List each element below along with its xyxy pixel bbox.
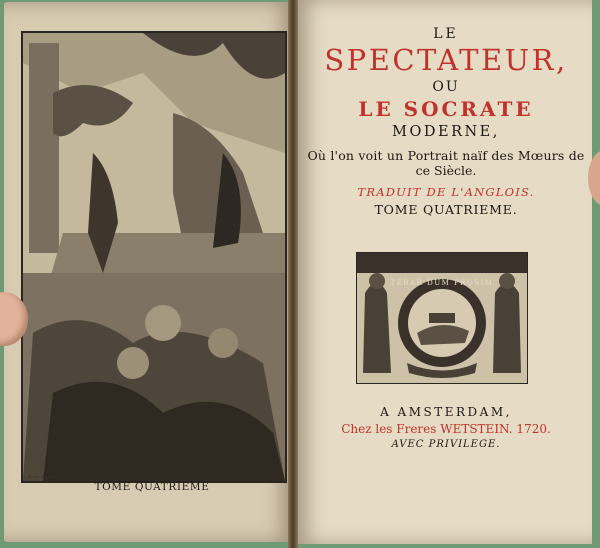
title-socrate: LE SOCRATE (358, 97, 534, 121)
imprint-publisher: Chez les Freres WETSTEIN. 1720. (341, 422, 551, 436)
title-ou: OU (432, 79, 460, 95)
engraver-credit: B. Picart delineavit 1719. (22, 474, 74, 479)
imprint (300, 405, 592, 450)
subtitle-line-2: ce Siècle. (415, 163, 477, 178)
volume-number: TOME QUATRIEME. (374, 202, 518, 217)
vignette-motto: TERAR DUM PROSIM (390, 279, 494, 287)
printer-vignette (356, 252, 528, 384)
title-block (300, 26, 592, 217)
imprint-privilege: AVEC PRIVILEGE. (391, 439, 501, 450)
imprint-city: A AMSTERDAM, (380, 405, 512, 419)
translated-from: TRADUIT DE L'ANGLOIS. (357, 185, 535, 199)
plate-caption: TOME QUATRIEME (94, 481, 210, 493)
title-le: LE (433, 26, 459, 42)
frontispiece-engraving (21, 31, 287, 483)
title-spectateur: SPECTATEUR, (324, 43, 568, 77)
book-gutter (288, 0, 298, 548)
title-moderne: MODERNE, (392, 124, 500, 140)
subtitle-line-1: Où l'on voit un Portrait naïf des Mœurs de (307, 148, 585, 163)
